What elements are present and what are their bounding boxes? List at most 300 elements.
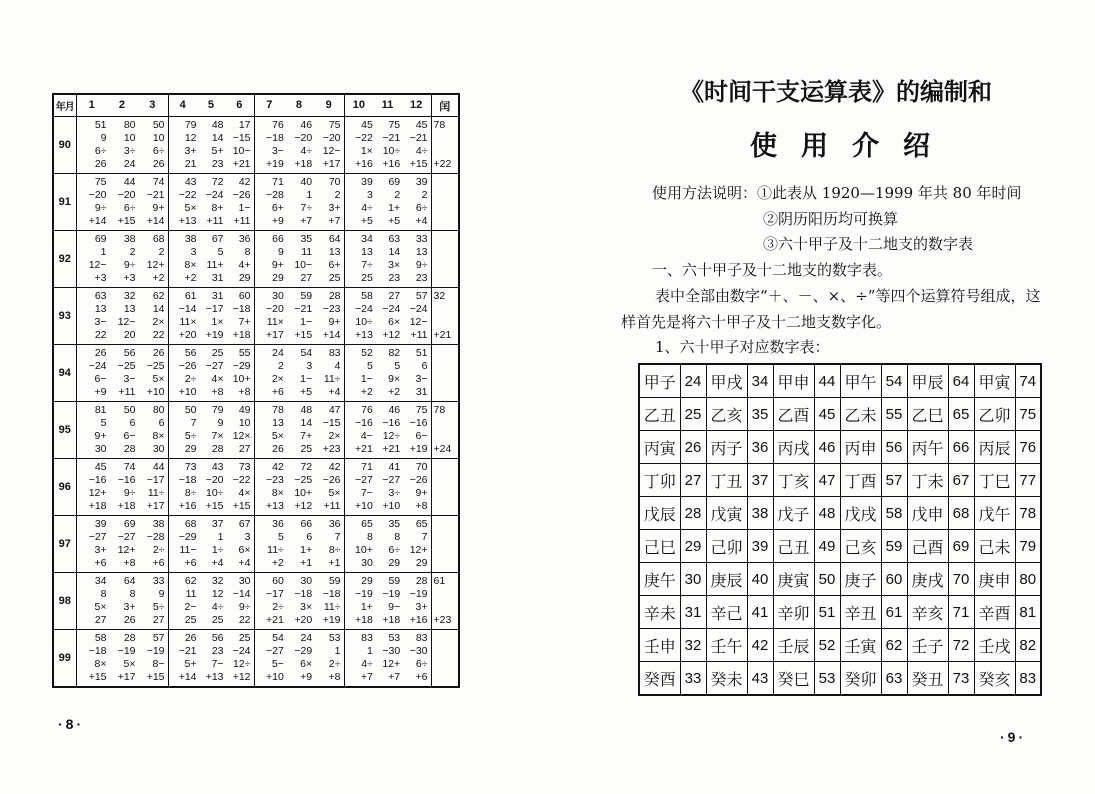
leap-value (434, 386, 459, 399)
instruction-item: ①此表从 1920—1999 年共 80 年时间 (757, 184, 1022, 202)
month-value: +18 (117, 500, 136, 512)
month-value: 63 (388, 233, 401, 245)
month-value: 10+ (294, 487, 313, 499)
month-value: −17 (266, 588, 284, 600)
month-value: 39 (94, 518, 107, 530)
month-value: 79 (211, 404, 224, 416)
month-value: 5 (277, 531, 284, 543)
ganzhi-name: 乙卯 (974, 398, 1015, 431)
month-value: 1× (211, 316, 224, 328)
value-line (170, 215, 251, 228)
value-line (78, 246, 165, 259)
month-value: 11÷ (147, 487, 165, 499)
month-value: +20 (294, 614, 313, 626)
ganzhi-number: 70 (948, 563, 974, 596)
months-7-9-header (254, 94, 344, 117)
value-line (346, 632, 428, 645)
ganzhi-name: 甲申 (773, 364, 814, 398)
month-value: 12÷ (382, 430, 401, 442)
leap-value (434, 487, 459, 500)
month-value: 59 (328, 575, 341, 587)
leap-value (434, 461, 459, 474)
month-value: 35 (300, 233, 313, 245)
ganzhi-number: 59 (881, 530, 907, 563)
month-value: 25 (211, 614, 224, 626)
month-value: 81 (94, 404, 107, 416)
month-value: 14 (388, 246, 401, 258)
ganzhi-number: 34 (747, 364, 773, 398)
leap-value (434, 259, 459, 272)
ganzhi-number: 77 (1015, 464, 1041, 497)
month-value: 4÷ (361, 202, 373, 214)
value-line (346, 119, 428, 132)
ganzhi-number: 29 (680, 530, 706, 563)
value-line (78, 614, 165, 627)
month-value: 76 (361, 404, 373, 416)
month-value: 68 (184, 518, 197, 530)
month-value: 72 (211, 176, 224, 188)
value-line (256, 272, 341, 285)
leap-value (434, 360, 459, 373)
month-value: +11 (118, 386, 136, 398)
month-value: 22 (238, 614, 251, 626)
month-group-cell (168, 630, 254, 688)
month-value: 3+ (184, 145, 197, 157)
month-header: 1 (88, 99, 95, 111)
month-value: 30 (361, 557, 373, 569)
ganzhi-name: 壬申 (639, 629, 680, 662)
month-value: +12 (232, 671, 251, 683)
month-value: 7× (211, 430, 224, 442)
instruction-item: ③六十甲子及十二地支的数字表 (763, 235, 974, 253)
ganzhi-number: 83 (1015, 662, 1041, 696)
month-value: 11− (179, 544, 197, 556)
instruction-item: ②阴历阳历均可换算 (763, 210, 899, 228)
month-value: 1 (334, 645, 341, 657)
month-value: +11 (323, 500, 341, 512)
month-value: +16 (409, 614, 428, 626)
month-value: +7 (300, 215, 313, 227)
month-value: 5+ (184, 658, 197, 670)
month-value: +15 (88, 671, 107, 683)
month-value: 5 (366, 360, 373, 372)
year-label: 94 (53, 345, 76, 402)
month-value: 80 (123, 119, 136, 131)
month-value: +14 (88, 215, 107, 227)
month-value: 10− (294, 259, 313, 271)
month-value: 28 (123, 632, 136, 644)
month-value: 75 (415, 404, 428, 416)
month-value: 70 (328, 176, 341, 188)
ganzhi-number: 28 (680, 497, 706, 530)
ganzhi-name: 己酉 (907, 530, 948, 563)
month-value: 13 (415, 246, 428, 258)
value-line (256, 290, 341, 303)
leap-value (434, 189, 459, 202)
month-value: 32 (211, 575, 224, 587)
month-value: 70 (415, 461, 428, 473)
month-value: +1 (300, 557, 313, 569)
ganzhi-number: 39 (747, 530, 773, 563)
month-value: 6− (415, 430, 428, 442)
month-value: 12+ (88, 487, 107, 499)
year-label: 91 (53, 174, 76, 231)
leap-month-cell (431, 630, 459, 688)
leap-value: +24 (433, 443, 452, 455)
month-value: +13 (355, 329, 373, 341)
month-value: 82 (388, 347, 401, 359)
value-line (78, 316, 165, 329)
month-value: 69 (94, 233, 107, 245)
month-value: 28 (123, 443, 136, 455)
value-line (78, 215, 165, 228)
month-group-cell (254, 459, 344, 516)
month-value: 5× (94, 601, 107, 613)
month-group-cell (168, 345, 254, 402)
value-line (256, 132, 341, 145)
leap-month-cell (431, 345, 459, 402)
value-line (170, 259, 251, 272)
month-value: 56 (184, 347, 197, 359)
year-row (53, 345, 459, 402)
month-value: 83 (328, 347, 341, 359)
instructions-line-1 (652, 184, 1022, 202)
value-line (78, 544, 165, 557)
month-value: 42 (272, 461, 284, 473)
month-value: 1÷ (211, 544, 224, 556)
value-line (78, 189, 165, 202)
month-value: 3+ (123, 601, 136, 613)
month-group-cell (76, 402, 168, 459)
month-value: 52 (361, 347, 373, 359)
value-line (346, 373, 428, 386)
month-value: −21 (382, 132, 401, 144)
ganzhi-name: 戊子 (773, 497, 814, 530)
month-value: −18 (178, 474, 197, 486)
leap-value: 32 (433, 290, 446, 302)
month-value: 29 (388, 557, 401, 569)
month-value: −25 (146, 360, 165, 372)
value-line (170, 417, 251, 430)
month-value: +6 (94, 557, 107, 569)
month-value: 6÷ (94, 145, 107, 157)
ganzhi-number: 25 (680, 398, 706, 431)
month-value: +19 (409, 443, 428, 455)
month-value: 11÷ (323, 373, 341, 385)
month-value: 10÷ (355, 316, 373, 328)
month-value: +20 (178, 329, 197, 341)
month-value: 28 (328, 290, 341, 302)
month-group-cell (76, 117, 168, 174)
month-value: 13 (361, 246, 373, 258)
year-label: 90 (53, 117, 76, 174)
month-value: 25 (238, 632, 251, 644)
ganzhi-number: 32 (680, 629, 706, 662)
ganzhi-name: 癸巳 (773, 662, 814, 696)
month-value: 7 (421, 531, 428, 543)
ganzhi-name: 辛亥 (907, 596, 948, 629)
month-value: 29 (361, 575, 373, 587)
ganzhi-calculation-table (52, 93, 460, 688)
value-line (78, 588, 165, 601)
month-value: 5× (152, 373, 165, 385)
month-value: 26 (272, 443, 284, 455)
month-value: 8 (129, 588, 136, 600)
value-line (256, 557, 341, 570)
ganzhi-name: 庚辰 (706, 563, 747, 596)
month-value: −16 (88, 474, 107, 486)
month-value: 12+ (409, 544, 428, 556)
month-value: 9+ (271, 259, 284, 271)
leap-value (434, 176, 459, 189)
month-header: 11 (381, 99, 394, 111)
ganzhi-number: 81 (1015, 596, 1041, 629)
ganzhi-name: 丁丑 (706, 464, 747, 497)
month-value: 6+ (328, 259, 341, 271)
month-value: 50 (152, 119, 165, 131)
ganzhi-number: 41 (747, 596, 773, 629)
value-line (170, 461, 251, 474)
month-value: 12− (88, 259, 107, 271)
month-value: 30 (272, 290, 284, 302)
month-value: 12+ (382, 658, 401, 670)
value-line (346, 500, 428, 513)
value-line (256, 461, 341, 474)
month-value: 39 (361, 176, 373, 188)
month-value: 51 (415, 347, 428, 359)
month-value: 10÷ (382, 145, 401, 157)
jiazi-row (639, 364, 1041, 398)
month-value: +2 (271, 557, 284, 569)
month-group-cell (254, 288, 344, 345)
ganzhi-name: 己卯 (706, 530, 747, 563)
value-line (256, 316, 341, 329)
year-rows (53, 117, 459, 688)
month-value: 28 (415, 575, 428, 587)
value-line (256, 474, 341, 487)
month-value: 3− (94, 316, 107, 328)
month-header: 6 (236, 99, 243, 111)
month-value: 6÷ (152, 145, 165, 157)
ganzhi-number: 42 (747, 629, 773, 662)
value-line (78, 132, 165, 145)
value-line (78, 158, 165, 171)
value-line (78, 329, 165, 342)
page-number-left: ·8· (58, 716, 85, 732)
ganzhi-name: 丁卯 (639, 464, 680, 497)
month-value: 6× (238, 544, 251, 556)
month-group-cell (254, 516, 344, 573)
leap-value (434, 347, 459, 360)
year-label: 98 (53, 573, 76, 630)
month-value: −27 (88, 531, 107, 543)
ganzhi-number: 35 (747, 398, 773, 431)
value-line (346, 158, 428, 171)
value-line (170, 158, 251, 171)
month-value: 25 (211, 347, 224, 359)
month-value: +10 (355, 500, 373, 512)
month-group-cell (344, 231, 431, 288)
month-value: 35 (388, 518, 401, 530)
value-line (78, 386, 165, 399)
ganzhi-number: 64 (948, 364, 974, 398)
month-value: 6 (129, 417, 136, 429)
leap-value (434, 531, 459, 544)
year-row (53, 174, 459, 231)
month-value: 68 (152, 233, 165, 245)
month-value: 4 (334, 360, 341, 372)
value-line (346, 443, 428, 456)
month-value: 5× (328, 487, 341, 499)
month-value: +18 (88, 500, 107, 512)
ganzhi-number: 71 (948, 596, 974, 629)
value-line (346, 145, 428, 158)
ganzhi-number: 66 (948, 431, 974, 464)
month-value: +16 (178, 500, 197, 512)
month-value: 58 (94, 632, 107, 644)
month-value: +10 (146, 386, 165, 398)
month-value: 10÷ (206, 487, 224, 499)
ganzhi-number: 58 (881, 497, 907, 530)
month-value: 4÷ (211, 601, 224, 613)
month-value: 4÷ (361, 658, 373, 670)
year-row (53, 117, 459, 174)
month-value: 65 (415, 518, 428, 530)
value-line (170, 386, 251, 399)
month-value: 1 (306, 189, 313, 201)
month-group-cell (168, 117, 254, 174)
value-line (78, 360, 165, 373)
month-group-cell (344, 288, 431, 345)
month-value: −24 (382, 303, 401, 315)
month-group-cell (76, 174, 168, 231)
ganzhi-number: 52 (814, 629, 840, 662)
month-value: 45 (415, 119, 428, 131)
month-value: 5 (100, 417, 107, 429)
value-line (170, 246, 251, 259)
month-value: 29 (272, 272, 284, 284)
ganzhi-name: 丙申 (840, 431, 881, 464)
ganzhi-number: 27 (680, 464, 706, 497)
ganzhi-name: 己未 (974, 530, 1015, 563)
ganzhi-number: 49 (814, 530, 840, 563)
value-line (78, 303, 165, 316)
month-group-cell (344, 345, 431, 402)
month-value: 27 (300, 272, 313, 284)
value-line (346, 531, 428, 544)
month-value: 4+ (238, 259, 251, 271)
month-value: −27 (205, 360, 224, 372)
month-value: +17 (266, 329, 284, 341)
month-value: +10 (266, 671, 284, 683)
month-value: 9+ (328, 316, 341, 328)
leap-value: +21 (433, 329, 452, 341)
month-group-cell (168, 516, 254, 573)
month-group-cell (168, 402, 254, 459)
month-value: +8 (238, 386, 251, 398)
ganzhi-number: 50 (814, 563, 840, 596)
month-value: 63 (94, 290, 107, 302)
value-line (170, 671, 251, 684)
leap-value (434, 246, 459, 259)
month-value: +9 (94, 386, 107, 398)
month-value: 66 (272, 233, 284, 245)
value-line (170, 145, 251, 158)
value-line (78, 272, 165, 285)
value-line (170, 202, 251, 215)
ganzhi-name: 戊寅 (706, 497, 747, 530)
value-line (256, 601, 341, 614)
jiazi-row (639, 497, 1041, 530)
right-page (547, 0, 1095, 794)
value-line (78, 461, 165, 474)
month-group-cell (168, 288, 254, 345)
month-group-cell (344, 630, 431, 688)
month-value: 4− (360, 430, 373, 442)
month-value: +5 (300, 386, 313, 398)
ganzhi-name: 乙未 (840, 398, 881, 431)
month-value: +8 (328, 671, 341, 683)
month-value: −19 (146, 645, 165, 657)
month-value: +21 (382, 443, 401, 455)
leap-value (434, 373, 459, 386)
table-header-row (53, 94, 459, 117)
ganzhi-number: 61 (881, 596, 907, 629)
month-value: 2× (328, 430, 341, 442)
ganzhi-name: 辛丑 (840, 596, 881, 629)
left-page (0, 0, 547, 794)
month-value: +5 (360, 215, 373, 227)
value-line (346, 233, 428, 246)
month-value: 13 (272, 417, 284, 429)
month-value: 83 (361, 632, 373, 644)
year-label: 96 (53, 459, 76, 516)
month-header: 2 (118, 99, 126, 111)
month-value: −29 (178, 531, 197, 543)
month-value: 12+ (117, 544, 136, 556)
month-value: 17 (238, 119, 251, 131)
month-header: 9 (325, 99, 332, 111)
month-value: 4÷ (415, 145, 428, 157)
month-header: 12 (410, 99, 423, 111)
month-value: 6÷ (388, 544, 401, 556)
month-value: −28 (266, 189, 284, 201)
value-line (78, 417, 165, 430)
month-value: 71 (272, 176, 284, 188)
month-value: 2× (271, 373, 284, 385)
value-line (346, 189, 428, 202)
month-value: 14 (300, 417, 313, 429)
month-value: 3÷ (388, 487, 401, 499)
month-value: +6 (152, 557, 165, 569)
year-row (53, 288, 459, 345)
section-heading: 一、六十甲子及十二地支的数字表。 (652, 261, 893, 279)
month-value: 12− (409, 316, 428, 328)
value-line (78, 575, 165, 588)
month-value: −21 (409, 132, 428, 144)
month-value: 57 (415, 290, 428, 302)
value-line (78, 290, 165, 303)
month-value: 3 (190, 246, 197, 258)
ganzhi-name: 壬寅 (840, 629, 881, 662)
ganzhi-name: 壬戌 (974, 629, 1015, 662)
month-value: 8÷ (328, 544, 341, 556)
month-value: 12 (184, 132, 197, 144)
month-value: 8× (184, 259, 197, 271)
sixty-jiazi-number-table (638, 363, 1042, 696)
month-value: 7÷ (300, 202, 313, 214)
month-value: 43 (211, 461, 224, 473)
